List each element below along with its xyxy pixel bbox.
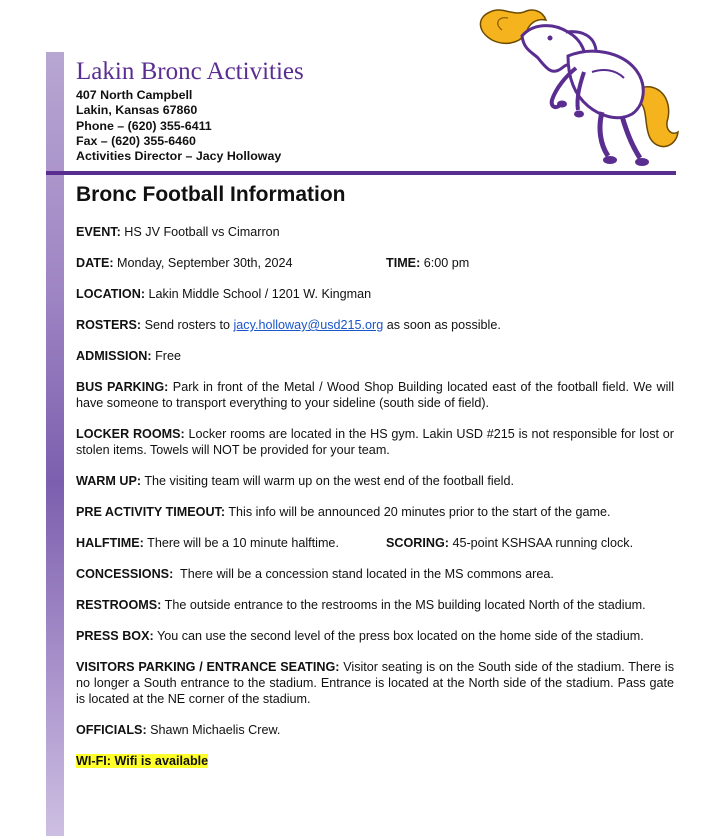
press-box-line: PRESS BOX: You can use the second level of the press box located on the home side of the stadium.	[76, 629, 644, 643]
rosters-email-link[interactable]: jacy.holloway@usd215.org	[233, 318, 384, 332]
wifi-line	[76, 753, 674, 769]
letterhead-address	[76, 88, 281, 164]
officials-line: OFFICIALS: Shawn Michaelis Crew.	[76, 723, 281, 737]
bus-parking-line: BUS PARKING: Park in front of the Metal / Wood Shop Building located east of the football field. We will have someone to transport everything to your sideline (south side of field).	[76, 380, 674, 410]
address-city: Lakin, Kansas 67860	[76, 103, 198, 118]
address-street: 407 North Campbell	[76, 88, 193, 102]
header-divider-rule	[64, 171, 676, 175]
wifi-highlight: WI-FI: Wifi is available	[76, 754, 209, 768]
address-fax: Fax – (620) 355-6460	[76, 133, 196, 148]
admission-line: ADMISSION: Free	[76, 349, 181, 363]
address-director: Activities Director – Jacy Holloway	[76, 149, 282, 164]
letterhead-title: Lakin Bronc Activities	[76, 58, 304, 85]
warm-up-line: WARM UP: The visiting team will warm up on the west end of the football field.	[76, 474, 514, 488]
event-line: EVENT: HS JV Football vs Cimarron	[76, 225, 280, 239]
address-phone: Phone – (620) 355-6411	[76, 118, 212, 133]
visitors-line: VISITORS PARKING / ENTRANCE SEATING: Visitor seating is on the South side of the stadium. There is no longer a South entrance to the stadium. Entrance is located at the North side of the stadium. Pass gate is located at the NE corner of the stadium.	[76, 660, 674, 706]
sidebar-accent-bar	[46, 52, 64, 836]
date-time-line: DATE: Monday, September 30th, 2024 TIME: 6:00 pm	[76, 256, 470, 270]
pre-activity-line: PRE ACTIVITY TIMEOUT: This info will be announced 20 minutes prior to the start of the game.	[76, 505, 611, 519]
restrooms-line: RESTROOMS: The outside entrance to the restrooms in the MS building located North of the stadium.	[76, 598, 646, 612]
bucking-bronco-logo-icon	[472, 2, 682, 172]
locker-rooms-line: LOCKER ROOMS: Locker rooms are located in the HS gym. Lakin USD #215 is not responsible for lost or stolen items. Towels will NOT be provided for your team.	[76, 427, 674, 457]
document-body	[76, 182, 674, 784]
rosters-line: ROSTERS: Send rosters to jacy.holloway@usd215.org as soon as possible.	[76, 318, 501, 332]
concessions-line: CONCESSIONS: There will be a concession stand located in the MS commons area.	[76, 567, 554, 581]
document-title: Bronc Football Information	[76, 183, 346, 206]
location-line: LOCATION: Lakin Middle School / 1201 W. Kingman	[76, 287, 372, 301]
halftime-scoring-line: HALFTIME: There will be a 10 minute halftime. SCORING: 45-point KSHSAA running clock.	[76, 536, 634, 550]
sidebar-rule-joint	[46, 171, 64, 175]
